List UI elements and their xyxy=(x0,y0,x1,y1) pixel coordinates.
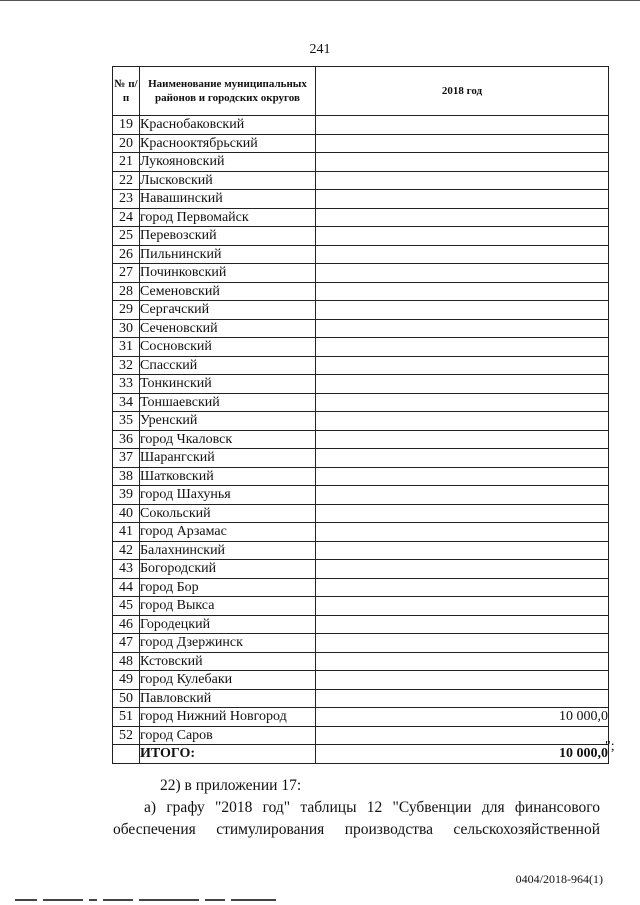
row-name: город Кулебаки xyxy=(140,671,316,690)
table-row xyxy=(113,597,609,616)
row-value xyxy=(316,671,609,690)
table-row xyxy=(113,227,609,246)
row-num: 34 xyxy=(113,393,140,412)
table-row xyxy=(113,504,609,523)
row-num: 37 xyxy=(113,449,140,468)
row-num: 43 xyxy=(113,560,140,579)
row-name: город Чкаловск xyxy=(140,430,316,449)
table-row xyxy=(113,338,609,357)
row-name: Перевозский xyxy=(140,227,316,246)
row-value xyxy=(316,375,609,394)
row-value xyxy=(316,393,609,412)
table-row xyxy=(113,449,609,468)
table-row xyxy=(113,726,609,745)
table-row xyxy=(113,467,609,486)
row-name: город Саров xyxy=(140,726,316,745)
page-number: 241 xyxy=(309,42,331,57)
table-row xyxy=(113,523,609,542)
row-num: 51 xyxy=(113,708,140,727)
total-num xyxy=(113,745,140,764)
row-name: Уренский xyxy=(140,412,316,431)
row-num: 46 xyxy=(113,615,140,634)
row-value xyxy=(316,449,609,468)
table-row xyxy=(113,560,609,579)
row-value xyxy=(316,227,609,246)
table-row xyxy=(113,708,609,727)
row-name: Богородский xyxy=(140,560,316,579)
row-value xyxy=(316,523,609,542)
row-num: 42 xyxy=(113,541,140,560)
table-row xyxy=(113,116,609,135)
row-name: Балахнинский xyxy=(140,541,316,560)
total-closing-quote: "; xyxy=(605,739,615,754)
row-num: 38 xyxy=(113,467,140,486)
top-border-line xyxy=(0,0,640,1)
table-row xyxy=(113,245,609,264)
row-num: 31 xyxy=(113,338,140,357)
row-value xyxy=(316,726,609,745)
row-num: 36 xyxy=(113,430,140,449)
row-value xyxy=(316,615,609,634)
row-num: 39 xyxy=(113,486,140,505)
row-name: Починковский xyxy=(140,264,316,283)
row-num: 40 xyxy=(113,504,140,523)
table-row xyxy=(113,486,609,505)
total-label: ИТОГО: xyxy=(140,745,316,764)
row-value xyxy=(316,652,609,671)
row-num: 35 xyxy=(113,412,140,431)
table-header-row xyxy=(113,67,609,116)
row-name: Городецкий xyxy=(140,615,316,634)
paragraph-item-22: 22) в приложении 17: xyxy=(160,777,302,794)
table-row xyxy=(113,282,609,301)
paragraph-line-continuation: обеспечения стимулирования производства сельскохозяйственной xyxy=(113,821,600,838)
row-value xyxy=(316,190,609,209)
row-num: 48 xyxy=(113,652,140,671)
table-row xyxy=(113,190,609,209)
row-value xyxy=(316,319,609,338)
row-value xyxy=(316,338,609,357)
row-value xyxy=(316,467,609,486)
row-value xyxy=(316,504,609,523)
row-num: 29 xyxy=(113,301,140,320)
table-row xyxy=(113,264,609,283)
table-row xyxy=(113,430,609,449)
row-name: Навашинский xyxy=(140,190,316,209)
row-name: Тоншаевский xyxy=(140,393,316,412)
table-row xyxy=(113,652,609,671)
table-row xyxy=(113,689,609,708)
row-value xyxy=(316,597,609,616)
table-row xyxy=(113,301,609,320)
row-name: город Дзержинск xyxy=(140,634,316,653)
table-row xyxy=(113,319,609,338)
table-row xyxy=(113,153,609,172)
row-value xyxy=(316,634,609,653)
table-row xyxy=(113,208,609,227)
row-value xyxy=(316,171,609,190)
row-num: 41 xyxy=(113,523,140,542)
table-row xyxy=(113,541,609,560)
row-name: Лукояновский xyxy=(140,153,316,172)
row-name: город Бор xyxy=(140,578,316,597)
row-name: Сеченовский xyxy=(140,319,316,338)
row-name: город Арзамас xyxy=(140,523,316,542)
row-num: 32 xyxy=(113,356,140,375)
table-row xyxy=(113,356,609,375)
row-num: 20 xyxy=(113,134,140,153)
row-num: 50 xyxy=(113,689,140,708)
row-num: 52 xyxy=(113,726,140,745)
row-value xyxy=(316,412,609,431)
table-row xyxy=(113,671,609,690)
row-num: 26 xyxy=(113,245,140,264)
row-name: город Первомайск xyxy=(140,208,316,227)
row-value xyxy=(316,153,609,172)
row-name: Семеновский xyxy=(140,282,316,301)
paragraph-line-a: а) графу "2018 год" таблицы 12 "Субвенции для финансового xyxy=(144,799,600,816)
row-num: 22 xyxy=(113,171,140,190)
row-num: 19 xyxy=(113,116,140,135)
row-name: Павловский xyxy=(140,689,316,708)
row-name: Лысковский xyxy=(140,171,316,190)
row-name: Сергачский xyxy=(140,301,316,320)
row-value xyxy=(316,486,609,505)
row-num: 45 xyxy=(113,597,140,616)
row-num: 49 xyxy=(113,671,140,690)
row-name: Спасский xyxy=(140,356,316,375)
row-value xyxy=(316,282,609,301)
table-row xyxy=(113,375,609,394)
row-num: 25 xyxy=(113,227,140,246)
row-name: Шарангский xyxy=(140,449,316,468)
row-name: Шатковский xyxy=(140,467,316,486)
row-value xyxy=(316,116,609,135)
row-num: 44 xyxy=(113,578,140,597)
row-num: 21 xyxy=(113,153,140,172)
header-num: № п/п xyxy=(113,67,140,116)
row-num: 24 xyxy=(113,208,140,227)
row-value xyxy=(316,264,609,283)
row-num: 28 xyxy=(113,282,140,301)
row-value xyxy=(316,208,609,227)
row-name: Сокольский xyxy=(140,504,316,523)
total-value: 10 000,0 xyxy=(316,745,609,764)
row-value xyxy=(316,356,609,375)
row-value xyxy=(316,301,609,320)
row-name: Сосновский xyxy=(140,338,316,357)
row-name: город Нижний Новгород xyxy=(140,708,316,727)
row-name: Краснобаковский xyxy=(140,116,316,135)
row-value: 10 000,0 xyxy=(316,708,609,727)
document-code: 0404/2018-964(1) xyxy=(515,872,603,886)
row-value xyxy=(316,134,609,153)
row-num: 23 xyxy=(113,190,140,209)
header-year: 2018 год xyxy=(316,67,609,116)
table-row xyxy=(113,578,609,597)
row-value xyxy=(316,541,609,560)
subsidy-table xyxy=(112,66,609,764)
total-row xyxy=(113,745,609,764)
row-value xyxy=(316,430,609,449)
row-value xyxy=(316,578,609,597)
table-row xyxy=(113,615,609,634)
row-num: 33 xyxy=(113,375,140,394)
row-name: Тонкинский xyxy=(140,375,316,394)
table-row xyxy=(113,171,609,190)
row-num: 27 xyxy=(113,264,140,283)
footer-rule xyxy=(15,899,315,902)
row-num: 30 xyxy=(113,319,140,338)
row-name: Пильнинский xyxy=(140,245,316,264)
row-value xyxy=(316,245,609,264)
row-name: город Шахунья xyxy=(140,486,316,505)
header-name: Наименование муниципальных районов и городских округов xyxy=(140,67,316,116)
row-value xyxy=(316,560,609,579)
table-row xyxy=(113,393,609,412)
row-value xyxy=(316,689,609,708)
row-name: Краснооктябрьский xyxy=(140,134,316,153)
row-name: Кстовский xyxy=(140,652,316,671)
row-name: город Выкса xyxy=(140,597,316,616)
table-row xyxy=(113,634,609,653)
row-num: 47 xyxy=(113,634,140,653)
table-row xyxy=(113,134,609,153)
table-row xyxy=(113,412,609,431)
